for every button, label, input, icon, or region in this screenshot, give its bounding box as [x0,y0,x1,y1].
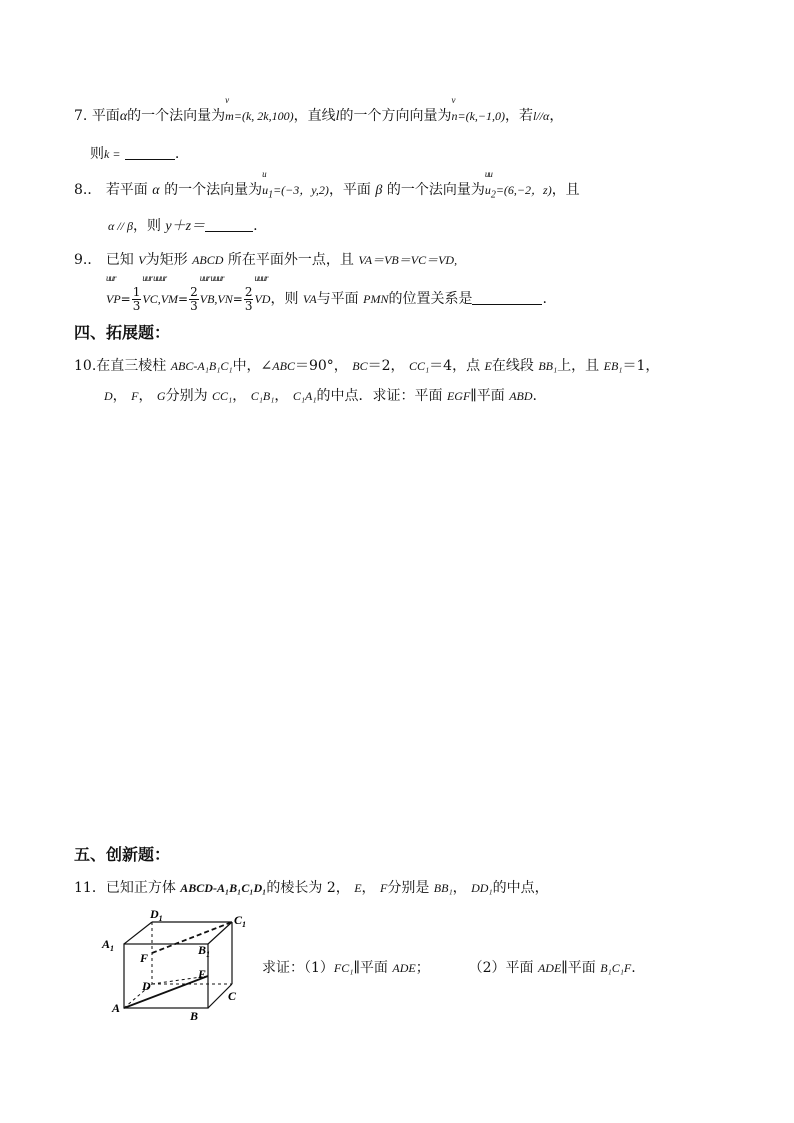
q10-BC: BC [352,359,368,373]
q8-text: ，则 [132,218,161,234]
q9-VA: VA [302,292,317,306]
q9-line1 [74,250,457,270]
q11-text: 分别是 [387,880,430,896]
fraction: $\frac{2}{3}$ [190,284,198,313]
answer-blank[interactable] [472,290,542,305]
cube-front-face [124,943,211,1008]
q11-text: 已知正方体 [105,880,176,896]
q11-number: 11． [74,880,106,896]
q7-line2 [90,144,179,164]
answer-blank[interactable] [205,217,253,232]
q7-k: k = [104,147,121,161]
q7-text: 则 [90,146,104,162]
q10-number: 10. [74,358,97,374]
q7-text: ， [549,108,564,124]
q8-u1-value: =(−3，y,2) [273,183,329,197]
q10-ABC: ABC [272,359,295,373]
q10-CC1: CC₁ [408,359,430,373]
vector-VB-VN: uur uuur VB,VN [199,273,233,306]
q10-text: 在线段 [491,358,534,374]
q8-beta: β [375,183,383,198]
label-C1: $C_1$ [234,913,247,929]
q8-line2 [108,216,258,237]
q8-number: 8.． [74,182,102,198]
q8-parallel: α // β [108,219,133,233]
q11-prove: 求证：（1）FC₁∥平面 ADE； （2）平面 ADE∥平面 B₁C₁F. [262,960,636,976]
q10-text: 在直三棱柱 [96,358,167,374]
q10-line1 [74,356,659,376]
q11-text: 求证：（1） [262,960,334,976]
q8-line1 [74,169,580,205]
section-heading-5: 五、创新题： [74,845,171,864]
q8-text: 的一个法向量为 [164,182,263,198]
q10-BB1: BB₁ [538,359,558,373]
q9-text: 与平面 [316,291,359,307]
q10-text: 中，∠ [232,358,273,374]
q7-end: . [174,146,180,162]
q11-line1: 11．已知正方体 ABCD-A₁B₁C₁D₁的棱长为 2， E， F分别是 BB₁， DD₁的中点， [74,880,549,896]
label-E: E [198,967,207,981]
vector-VC-VM: uur uuur VC,VM [142,273,179,306]
label-B: B [190,1009,199,1023]
q8-u2-value: =(6,−2，z) [495,183,552,197]
q10-text: ＝4，点 [429,358,481,374]
q10-E: E [484,359,492,373]
q10-text: 的中点．求证：平面 [316,388,443,404]
section-heading-4: 四、拓展题： [74,323,171,342]
q10-line2: D， F， G分别为 CC₁， C₁B₁， C₁A₁的中点．求证：平面 EGF∥平面 ABD. [104,388,537,404]
q9-text: ，则 [270,291,299,307]
q7-line1 [74,95,564,127]
q7-text: ，直线 [293,108,336,124]
q11-text: （2）平面 [468,960,534,976]
q9-text: 所在平面外一点，且 [227,252,354,268]
label-B1: $B_1$ [198,943,211,959]
vector-n: v n [451,95,458,123]
fraction: $\frac{1}{3}$ [132,284,141,313]
label-D: D [142,979,151,993]
q7-text: 的一个方向向量为 [339,108,452,124]
q10-text: ＝90°， [294,358,348,374]
label-F: F [140,951,149,965]
vector-u1: u $u_1$ [262,169,274,201]
q7-n-value: =(k,−1,0) [457,109,505,123]
q9-number: 9.． [74,252,102,268]
label-D1: $D_1$ [150,908,163,923]
q7-text: 平面 [91,108,120,124]
label-A: A [112,1001,121,1015]
q8-text: ，平面 [328,182,371,198]
q8-yz: y＋z＝ [165,219,206,234]
q9-text: 的位置关系是 [388,291,473,307]
q7-m-value: =(k, 2k,100) [233,109,294,123]
q11-text: 的中点， [492,880,549,896]
q7-alpha: α [119,109,128,124]
q11-cube: ABCD-A₁B₁C₁D₁ [180,881,267,895]
vector-u2: uu $u_2$ [484,169,496,201]
q7-text: 的一个法向量为 [127,108,226,124]
vector-VD: uuur VD [254,273,271,306]
q9-text: 为矩形 [145,252,188,268]
q11-text: 的棱长为 2， [266,880,350,896]
q10-EB1: EB₁ [603,359,623,373]
q9-end: . [542,291,547,307]
q8-alpha: α [152,183,160,198]
q8-text: 的一个法向量为 [386,182,485,198]
q10-text: ＝2， [367,358,405,374]
cube-figure [100,908,260,1028]
q10-text: ＝1， [622,358,660,374]
q7-condition: l//α [533,109,550,123]
q8-end: . [253,218,258,234]
label-C: C [228,989,237,1003]
q8-text: ，且 [551,182,580,198]
q9-V: V [138,253,146,267]
q9-text: 已知 [105,252,134,268]
q7-text: ，若 [505,108,533,124]
q10-text: 分别为 [165,388,208,404]
q7-number: 7. [74,108,88,124]
label-A1: $A_1$ [102,937,115,953]
q9-line2: uur VP= $\frac{1}{3}$ uur uuur VC,VM= $\frac{2}{3}$ uur uuur VB,VN= $\frac{2}{3}$ uuur VD，则 VA与平面 PMN的位置关系是 . [106,273,547,313]
q9-equalities: VA＝VB＝VC＝VD, [358,253,458,267]
q10-text: 上，且 [557,358,600,374]
answer-blank[interactable] [125,145,175,160]
vector-VP: uur VP [106,273,121,306]
q7-l: l [335,109,340,124]
q8-text: 若平面 [105,182,148,198]
q9-ABCD: ABCD [192,253,224,267]
q9-PMN: PMN [363,292,389,306]
fraction: $\frac{2}{3}$ [244,284,253,313]
vector-m: v m [225,95,234,123]
q10-prism: ABC-A₁B₁C₁ [170,359,233,373]
